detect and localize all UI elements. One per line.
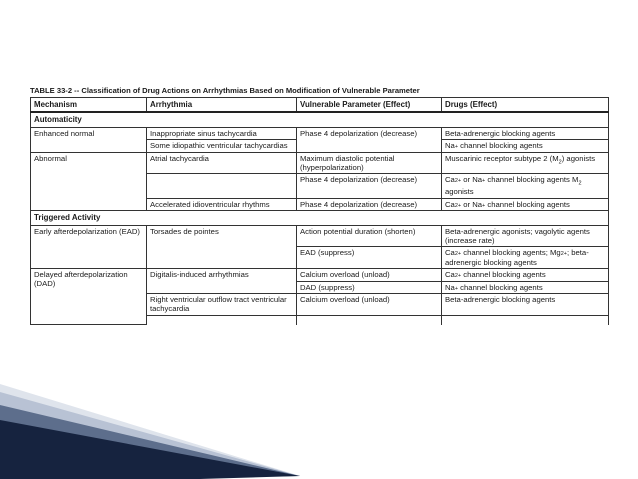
drug-beta-blockers: Beta-adrenergic blocking agents [442, 127, 609, 139]
agonists-text: agonists [445, 187, 474, 197]
na-charge: + [482, 202, 486, 209]
na-charge: + [454, 285, 459, 292]
arrhythmia-sinus-tachycardia: Inappropriate sinus tachycardia [147, 127, 297, 139]
drug-channel-text: channel blocking agents [458, 282, 543, 292]
parameter-calcium-overload-2: Calcium overload (unload) [297, 294, 442, 315]
ca-charge: 2+ [454, 251, 462, 258]
ca-charge: 2+ [454, 202, 462, 209]
header-vulnerable-parameter: Vulnerable Parameter (Effect) [297, 98, 442, 113]
na-label: Na [445, 282, 455, 292]
drug-channel-text: channel blocking agents [461, 270, 546, 279]
mechanism-abnormal: Abnormal [31, 152, 147, 210]
parameter-ead-suppress: EAD (suppress) [297, 247, 442, 269]
ca-label: Ca [445, 248, 455, 258]
mechanism-ead: Early afterdepolarization (EAD) [31, 225, 147, 268]
drug-channel-m-text: channel blocking agents M [485, 175, 579, 185]
ca-label: Ca [445, 199, 455, 209]
parameter-phase4-depolarization-3: Phase 4 depolarization (decrease) [297, 198, 442, 211]
or-na-text: or Na [461, 199, 483, 209]
arrhythmia-aivr: Accelerated idioventricular rhythms [147, 198, 297, 211]
or-na-text: or Na [461, 175, 483, 185]
parameter-phase4-depolarization: Phase 4 depolarization (decrease) [297, 127, 442, 152]
muscarinic-text-end: ) agonists [561, 153, 596, 163]
na-label: Na [445, 141, 455, 151]
mg-text: channel blocking agents; Mg [461, 248, 561, 258]
ca-charge: 2+ [454, 273, 462, 279]
parameter-phase4-depolarization-2: Phase 4 depolarization (decrease) [297, 174, 442, 198]
mechanism-dad: Delayed afterdepolarization (DAD) [31, 269, 147, 325]
table-title: TABLE 33-2 -- Classification of Drug Actions on Arrhythmias Based on Modification of Vulnerable Parameter [30, 86, 420, 95]
header-arrhythmia: Arrhythmia [147, 98, 297, 113]
drug-beta-blockers-2: Beta-adrenergic blocking agents [442, 294, 609, 315]
mechanism-enhanced-normal: Enhanced normal [31, 127, 147, 152]
ca-charge: 2+ [454, 178, 462, 185]
drug-beta-agonists-vagolytic: Beta-adrenergic agonists; vagolytic agents (increase rate) [442, 225, 609, 246]
arrhythmia-digitalis: Digitalis-induced arrhythmias [147, 269, 297, 294]
parameter-dad-suppress: DAD (suppress) [297, 281, 442, 294]
section-triggered-activity: Triggered Activity [31, 211, 609, 225]
parameter-apd: Action potential duration (shorten) [297, 225, 442, 246]
decor-swoosh-dark [0, 420, 300, 479]
na-charge: + [454, 144, 459, 151]
muscarinic-text: Muscarinic receptor subtype 2 (M [445, 153, 559, 163]
arrhythmia-idiopathic-vt: Some idiopathic ventricular tachycardias [147, 140, 297, 153]
drug-channel-text: channel blocking agents [485, 199, 570, 209]
arrhythmia-torsades: Torsades de pointes [147, 225, 297, 268]
m2-subscript: 2 [578, 180, 582, 187]
header-mechanism: Mechanism [31, 98, 147, 113]
m2-subscript: 2 [558, 159, 562, 166]
header-drugs: Drugs (Effect) [442, 98, 609, 113]
beta-blocker-text: ; beta-adrenergic blocking agents [445, 248, 589, 267]
ca-label: Ca [445, 175, 455, 185]
section-automaticity: Automaticity [31, 112, 609, 127]
parameter-calcium-overload: Calcium overload (unload) [297, 269, 442, 282]
parameter-max-diastolic-potential: Maximum diastolic potential (hyperpolarization) [297, 152, 442, 173]
drug-channel-text: channel blocking agents [458, 141, 543, 151]
ca-label: Ca [445, 270, 455, 279]
mg-charge: 2+ [560, 251, 567, 258]
na-charge: + [482, 178, 486, 185]
arrhythmia-rvot-vt: Right ventricular outflow tract ventricular tachycardia [147, 294, 297, 315]
arrhythmia-atrial-tachycardia: Atrial tachycardia [147, 152, 297, 173]
